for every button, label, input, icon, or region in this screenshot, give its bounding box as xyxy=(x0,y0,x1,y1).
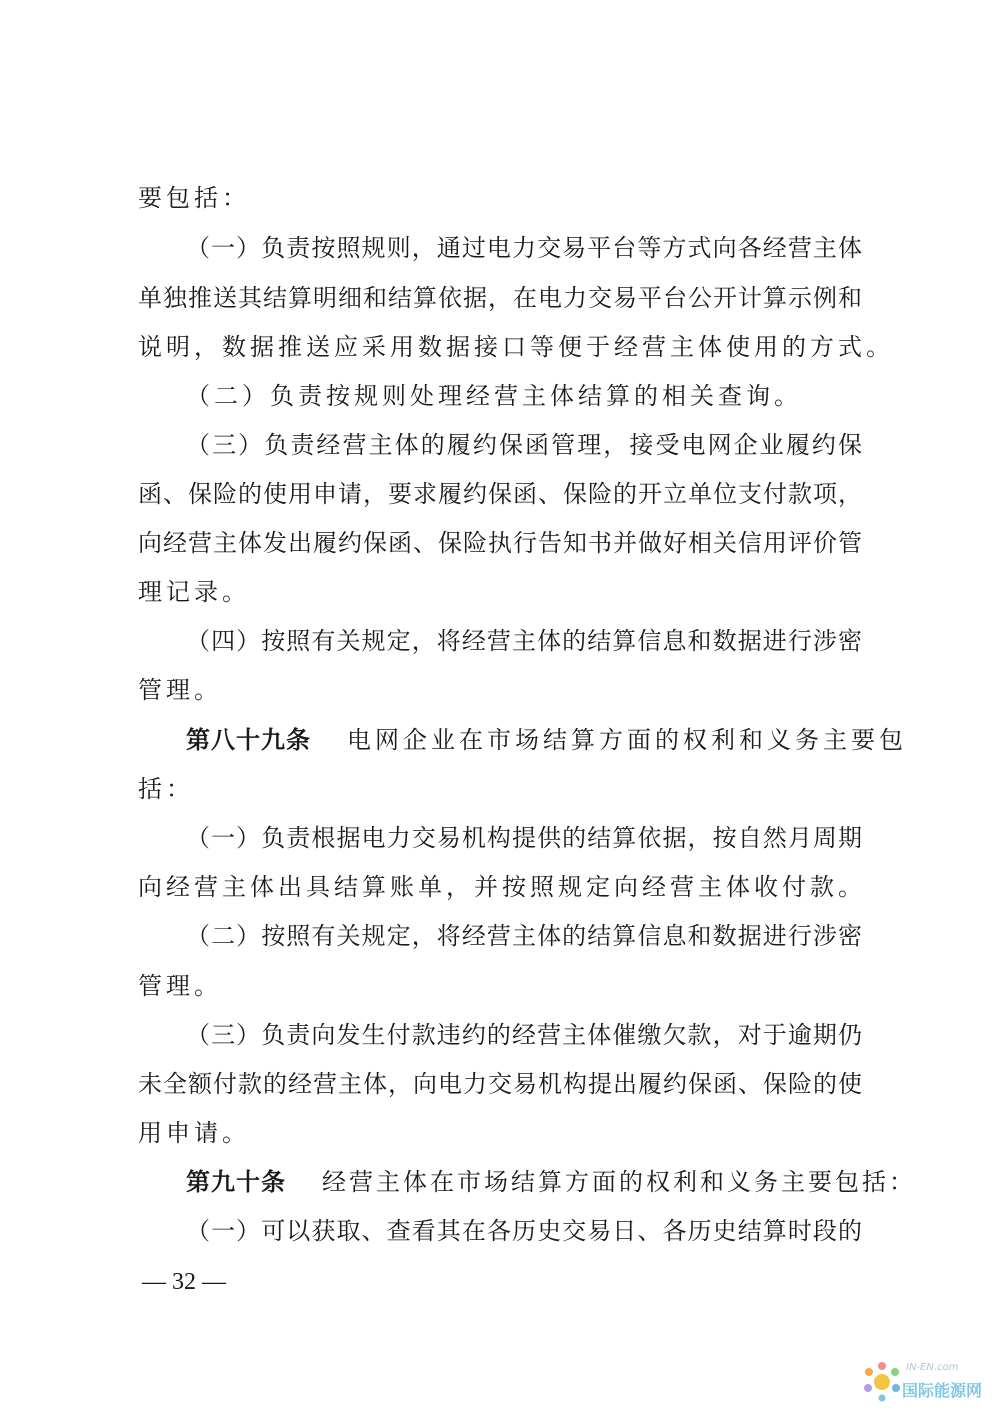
text-line: 电网企业在市场结算方面的权利和义务主要包 xyxy=(347,726,907,754)
text-line: 说明，数据推送应采用数据接口等便于经营主体使用的方式。 xyxy=(138,333,894,361)
text-line: 单独推送其结算明细和结算依据，在电力交易平台公开计算示例和 xyxy=(138,284,862,312)
text-line: 经营主体在市场结算方面的权利和义务主要包括： xyxy=(322,1168,916,1196)
text-line: 函、保险的使用申请，要求履约保函、保险的开立单位支付款项， xyxy=(138,480,862,508)
text-line: （一）负责根据电力交易机构提供的结算依据，按自然月周期 xyxy=(186,824,862,852)
article-90-line xyxy=(186,1162,916,1202)
text-line: 要包括： xyxy=(138,184,250,212)
watermark-brand-en: IN-EN.com xyxy=(906,1362,959,1373)
text-line: 未全额付款的经营主体，向电力交易机构提出履约保函、保险的使 xyxy=(138,1070,862,1098)
text-line: （三）负责经营主体的履约保函管理，接受电网企业履约保 xyxy=(186,431,862,459)
sun-flower-icon xyxy=(862,1358,902,1402)
page-number: — 32 — xyxy=(142,1269,226,1295)
article-90-heading: 第九十条 xyxy=(186,1168,286,1196)
text-line: 管理。 xyxy=(138,676,222,704)
text-line: 理记录。 xyxy=(138,578,250,606)
text-line: （一）可以获取、查看其在各历史交易日、各历史结算时段的 xyxy=(186,1217,862,1245)
article-89-line xyxy=(186,720,907,760)
article-89-heading: 第八十九条 xyxy=(186,726,311,754)
watermark-brand-cn: 国际能源网 xyxy=(902,1381,983,1400)
text-line: （四）按照有关规定，将经营主体的结算信息和数据进行涉密 xyxy=(186,627,862,655)
text-line: （二）负责按规则处理经营主体结算的相关查询。 xyxy=(186,382,802,410)
text-line: 括： xyxy=(138,775,194,803)
text-line: 管理。 xyxy=(138,972,222,1000)
text-line: 向经营主体发出履约保函、保险执行告知书并做好相关信用评价管 xyxy=(138,529,862,557)
text-line: 用申请。 xyxy=(138,1119,250,1147)
watermark-logo xyxy=(862,1358,994,1406)
text-line: 向经营主体出具结算账单，并按照规定向经营主体收付款。 xyxy=(138,873,866,901)
text-line: （三）负责向发生付款违约的经营主体催缴欠款，对于逾期仍 xyxy=(186,1021,862,1049)
text-line: （二）按照有关规定，将经营主体的结算信息和数据进行涉密 xyxy=(186,922,862,950)
text-line: （一）负责按照规则，通过电力交易平台等方式向各经营主体 xyxy=(186,234,862,262)
